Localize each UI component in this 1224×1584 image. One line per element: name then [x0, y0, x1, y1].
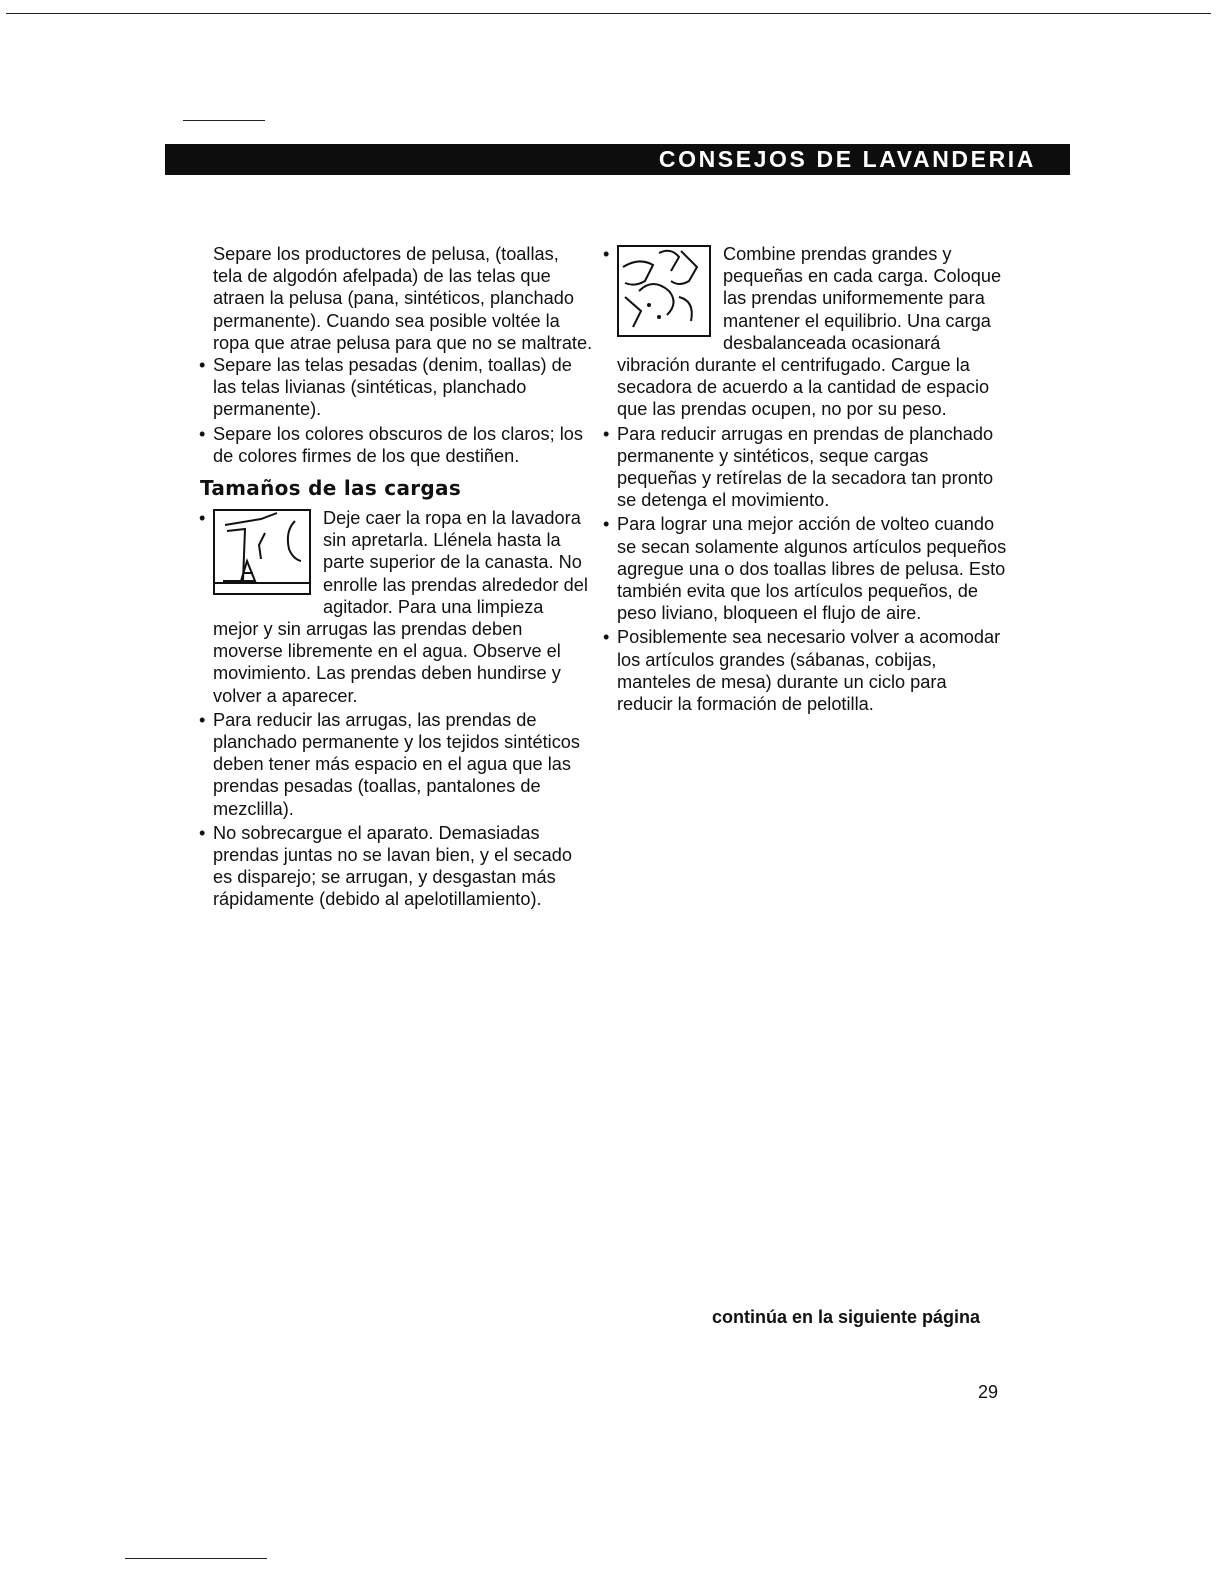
bullet-item: • No sobrecargue el aparato. Demasiadas prendas juntas no se lavan bien, y el secado es disparejo; se arrugan, y desgastan más rápidamente (debido al apelotillamiento).	[213, 822, 593, 911]
bullet-item: • Posiblemente sea necesario volver a acomodar los artículos grandes (sábanas, cobijas, manteles de mesa) durante un ciclo para reducir la formación de pelotilla.	[617, 626, 1007, 715]
bullet-item-with-figure	[617, 243, 1007, 421]
scan-bottom-line	[125, 1558, 267, 1559]
continue-note: continúa en la siguiente página	[712, 1307, 981, 1327]
section-heading: Tamaños de las cargas	[200, 476, 462, 501]
bullet-item: • Para reducir arrugas en prendas de planchado permanente y sintéticos, seque cargas pequeñas y retírelas de la secadora tan pronto se detenga el movimiento.	[617, 423, 1007, 512]
dryer-load-illustration-icon	[617, 245, 711, 337]
washer-loading-illustration-icon	[213, 509, 311, 595]
right-column	[617, 243, 1007, 717]
scan-top-line	[6, 13, 1211, 14]
bullet-item: • Separe los colores obscuros de los claros; los de colores firmes de los que destiñen.	[213, 423, 593, 467]
left-column	[200, 243, 593, 913]
section-header: CONSEJOS DE LAVANDERIA	[165, 144, 1070, 175]
scan-short-line	[183, 120, 265, 121]
bullet-item: • Separe las telas pesadas (denim, toallas) de las telas livianas (sintéticas, planchado permanente).	[213, 354, 593, 421]
bullet-item: • Para lograr una mejor acción de volteo cuando se secan solamente algunos artículos pequeños agregue una o dos toallas libres de pelusa. Esto también evita que los artículos pequeños, de peso liviano, bloqueen el flujo de aire.	[617, 513, 1007, 624]
bullet-text: Deje caer la ropa en la lavadora sin apretarla. Llénela hasta la parte superior de la canasta. No enrolle las prendas alrededor del agitador. Para una limpieza mejor y sin arrugas las prendas deben moverse libremente en el agua. Observe el movimiento. Las prendas deben hundirse y volver a aparecer.	[213, 508, 588, 706]
page-number: 29	[978, 1382, 999, 1402]
bullet-text: Combine prendas grandes y pequeñas en cada carga. Coloque las prendas uniformemente para mantener el equilibrio. Una carga desbalanceada ocasionará vibración durante el centrifugado. Cargue la secadora de acuerdo a la cantidad de espacio que las prendas ocupen, no por su peso.	[617, 244, 1002, 420]
bullet-item: • Para reducir las arrugas, las prendas de planchado permanente y los tejidos sintéticos deben tener más espacio en el agua que las prendas pesadas (toallas, pantalones de mezclilla).	[213, 709, 593, 820]
intro-paragraph: Separe los productores de pelusa, (toallas, tela de algodón afelpada) de las telas que atraen la pelusa (pana, sintéticos, planchado permanente). Cuando sea posible voltée la ropa que atrae pelusa para que no se maltrate.	[213, 244, 593, 353]
bullet-item-with-figure	[213, 507, 593, 707]
